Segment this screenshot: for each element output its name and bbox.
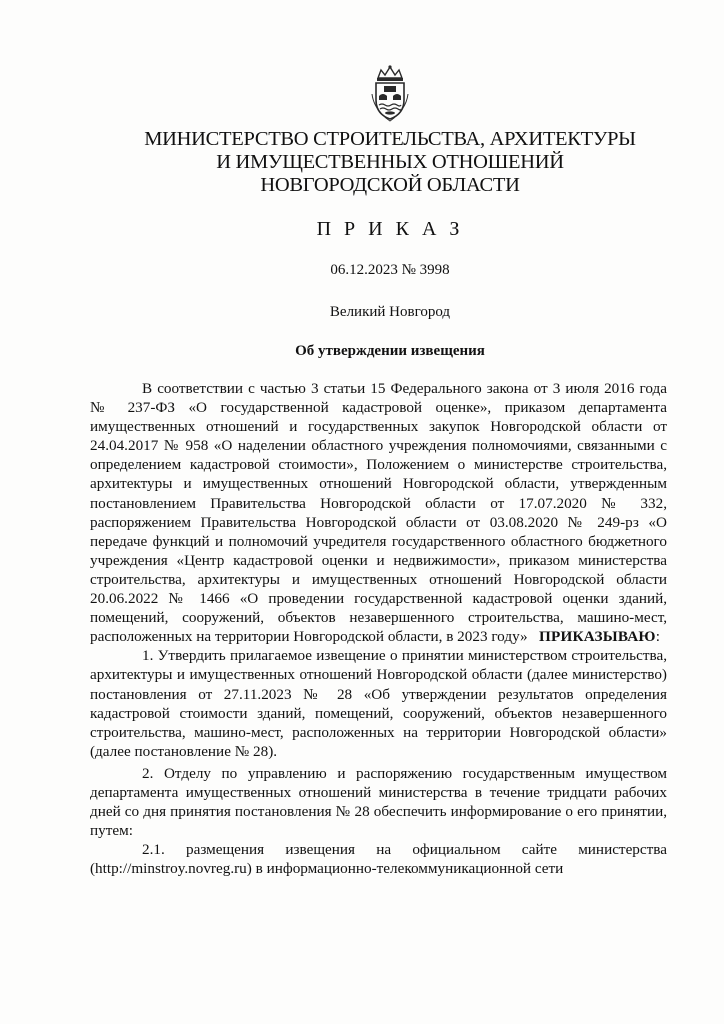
date-and-number: 06.12.2023 № 3998 xyxy=(330,262,450,278)
item-2-paragraph: 2. Отделу по управлению и распоряжению государственным имуществом департамента имущественных отношений министерства в течение тридцати рабочих дней со дня принятия постановления № 28 обеспечить информирование о его принятии, путем: xyxy=(90,764,667,840)
document-subject: Об утверждении извещения xyxy=(295,343,485,359)
order-word: ПРИКАЗЫВАЮ xyxy=(539,628,656,646)
item-2-1-paragraph: 2.1. размещения извещения на официальном сайте министерства (http://minstroy.novreg.ru) в информационно-телекоммуникационной сети xyxy=(90,841,667,878)
preamble-text: В соответствии с частью 3 статьи 15 Федерального закона от 3 июля 2016 года № 237-ФЗ «О государственной кадастровой оценке», приказом департамента имущественных отношений и государственных закупок Новгородской области от 24.04.2017 № 958 «О наделении областного учреждения полномочиями, связанными с определением кадастровой стоимости», Положением о министерстве строительства, архитектуры и имущественных отношений Новгородской области, утвержденным постановлением Правительства Новгородской области от 17.07.2020 № 332, распоряжением Правительства Новгородской области от 03.08.2020 № 249-рз «О передаче функций и полномочий учредителя государственного областного бюджетного учреждения «Центр кадастровой оценки и недвижимости», приказом министерства строительства, архитектуры и имущественных отношений Новгородской области 20.06.2022 № 1466 «О проведении государственной кадастровой оценки зданий, помещений, сооружений, объектов незавершенного строительства, машино-мест, расположенных на территории Новгородской области, в 2023 году» xyxy=(90,380,667,646)
ministry-header xyxy=(90,128,690,197)
document-title: П Р И К А З xyxy=(316,218,464,240)
order-colon: : xyxy=(655,628,660,646)
header-line: МИНИСТЕРСТВО СТРОИТЕЛЬСТВА, АРХИТЕКТУРЫ xyxy=(144,128,636,150)
city-name: Великий Новгород xyxy=(329,304,451,320)
header-line: НОВГОРОДСКОЙ ОБЛАСТИ xyxy=(260,174,520,196)
item-1-paragraph: 1. Утвердить прилагаемое извещение о принятии министерством строительства, архитектуры и имущественных отношений Новгородской области (далее министерство) постановления от 27.11.2023 № 28 «Об утверждении результатов определения кадастровой стоимости зданий, помещений, сооружений, объектов незавершенного строительства, машино-мест, расположенных на территории Новгородской области» (далее постановление № 28). xyxy=(90,647,667,760)
preamble-paragraph xyxy=(90,379,667,646)
novgorod-coat-of-arms-icon xyxy=(368,64,412,122)
document-body xyxy=(90,379,667,878)
header-line: И ИМУЩЕСТВЕННЫХ ОТНОШЕНИЙ xyxy=(216,151,564,173)
